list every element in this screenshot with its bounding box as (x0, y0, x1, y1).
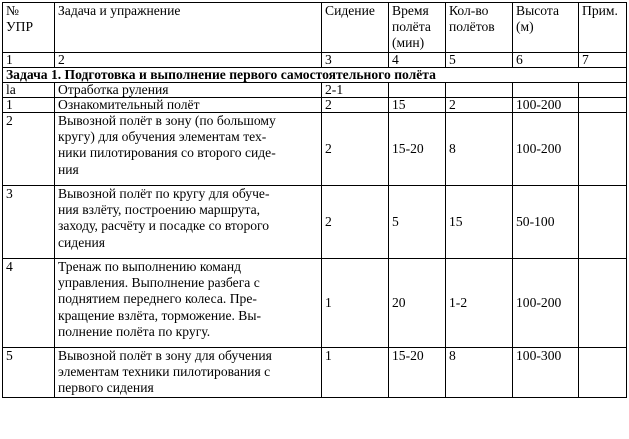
upr-cell: 2 (3, 113, 55, 186)
count-cell: 2 (446, 98, 513, 113)
time-cell: 5 (389, 186, 446, 259)
column-number-cell: 7 (579, 53, 627, 68)
height-cell (513, 83, 579, 98)
note-cell (579, 186, 627, 259)
column-number-cell: 3 (322, 53, 389, 68)
seat-cell: 2 (322, 98, 389, 113)
note-cell (579, 348, 627, 398)
header-altitude: Высота (м) (513, 3, 579, 53)
flight-training-table (2, 2, 627, 398)
exercise-cell: Вывозной полёт в зону (по большому кругу) для обучения элементам тех- ники пилотирования со второго сиде- ния (55, 113, 322, 186)
upr-cell: 5 (3, 348, 55, 398)
upr-cell: 1 (3, 98, 55, 113)
task-title: Задача 1. Подготовка и выполнение первого самостоятельного полёта (3, 68, 627, 83)
exercise-cell: Тренаж по выполнению команд управления. Выполнение разбега с поднятием переднего колеса. Пре- кращение взлёта, торможение. Вы- полнение полёта по кругу. (55, 259, 322, 348)
note-cell (579, 83, 627, 98)
column-number-row (3, 53, 627, 68)
header-flight-count: Кол-во полётов (446, 3, 513, 53)
height-cell: 100-200 (513, 113, 579, 186)
height-cell: 100-300 (513, 348, 579, 398)
exercise-cell: Ознакомительный полёт (55, 98, 322, 113)
column-number-cell: 6 (513, 53, 579, 68)
flight-training-table-document (2, 2, 627, 398)
exercise-cell: Вывозной полёт в зону для обучения элементам техники пилотирования с первого сидения (55, 348, 322, 398)
height-cell: 50-100 (513, 186, 579, 259)
exercise-cell: Вывозной полёт по кругу для обуче- ния взлёту, построению маршрута, заходу, расчёту и посадке со второго сидения (55, 186, 322, 259)
header-upr-number: № УПР (3, 3, 55, 53)
upr-cell: 4 (3, 259, 55, 348)
time-cell: 20 (389, 259, 446, 348)
time-cell: 15 (389, 98, 446, 113)
note-cell (579, 98, 627, 113)
height-cell: 100-200 (513, 259, 579, 348)
header-row (3, 3, 627, 53)
time-cell: 15-20 (389, 348, 446, 398)
table-row (3, 113, 627, 186)
exercise-cell: Отработка руления (55, 83, 322, 98)
table-row (3, 83, 627, 98)
header-seat: Сидение (322, 3, 389, 53)
table-row (3, 186, 627, 259)
column-number-cell: 1 (3, 53, 55, 68)
seat-cell: 2-1 (322, 83, 389, 98)
seat-cell: 1 (322, 348, 389, 398)
seat-cell: 2 (322, 186, 389, 259)
note-cell (579, 259, 627, 348)
header-flight-time: Время полёта (мин) (389, 3, 446, 53)
upr-cell: 3 (3, 186, 55, 259)
column-number-cell: 5 (446, 53, 513, 68)
height-cell: 100-200 (513, 98, 579, 113)
table-row (3, 98, 627, 113)
count-cell: 1-2 (446, 259, 513, 348)
task-title-row (3, 68, 627, 83)
note-cell (579, 113, 627, 186)
time-cell (389, 83, 446, 98)
seat-cell: 2 (322, 113, 389, 186)
upr-cell: la (3, 83, 55, 98)
count-cell: 8 (446, 113, 513, 186)
header-notes: Прим. (579, 3, 627, 53)
seat-cell: 1 (322, 259, 389, 348)
time-cell: 15-20 (389, 113, 446, 186)
column-number-cell: 4 (389, 53, 446, 68)
table-row (3, 348, 627, 398)
count-cell (446, 83, 513, 98)
header-task-exercise: Задача и упражнение (55, 3, 322, 53)
table-row (3, 259, 627, 348)
column-number-cell: 2 (55, 53, 322, 68)
count-cell: 8 (446, 348, 513, 398)
count-cell: 15 (446, 186, 513, 259)
